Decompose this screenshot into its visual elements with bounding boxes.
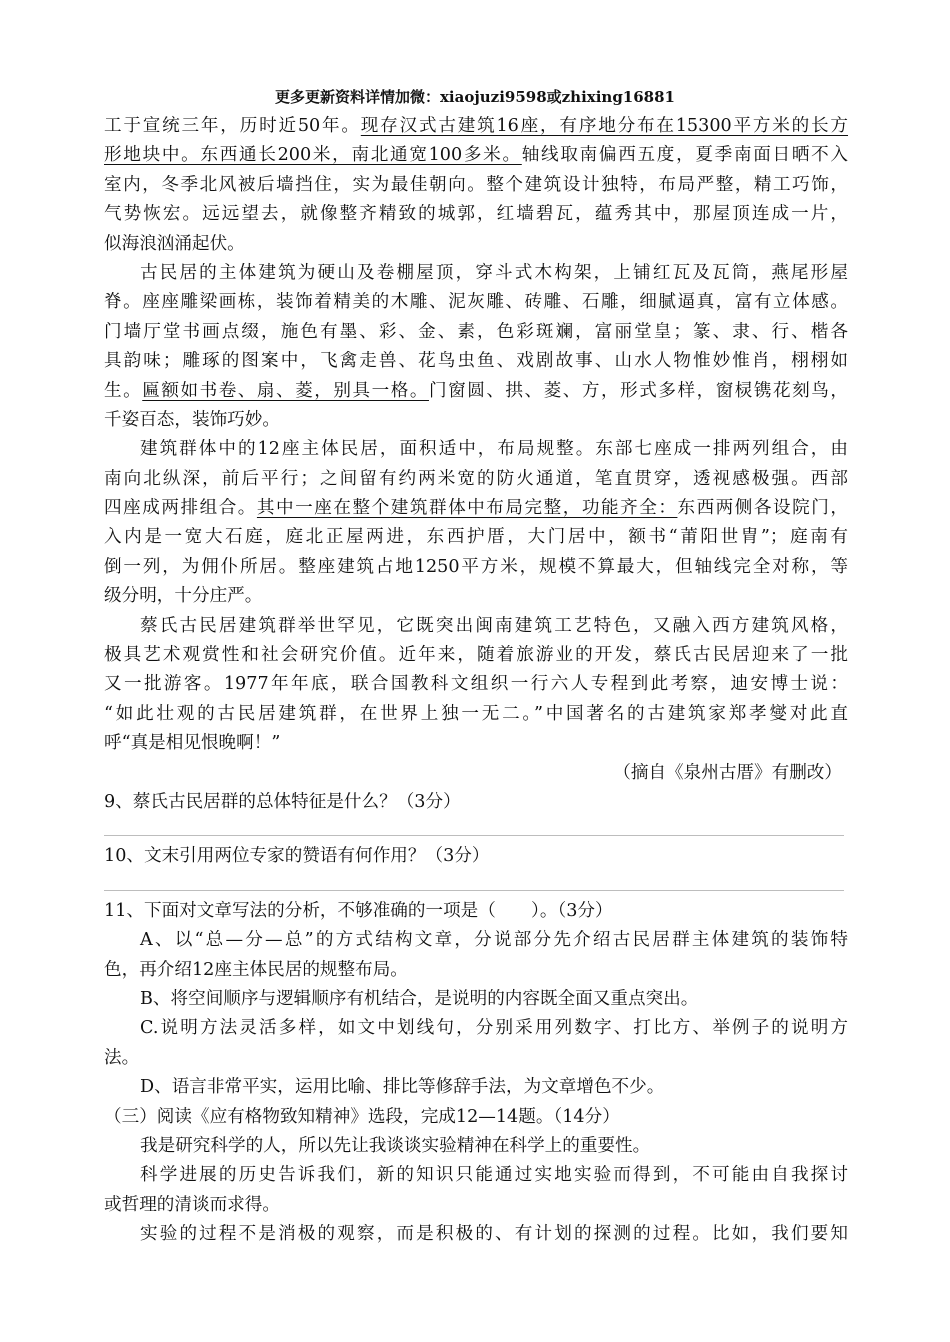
text-line: [104, 377, 848, 406]
option-a: A、以“总—分—总”的方式结构文章，分说部分先介绍古民居群主体建筑的装饰特: [140, 930, 848, 951]
answer-line[interactable]: [104, 872, 844, 891]
option-a-cont: 色，再介绍12座主体民居的规整布局。: [104, 959, 408, 980]
text-segment: 四座成两排组合。: [104, 498, 257, 519]
text-line: 入内是一宽大石庭，庭北正屋两进，东西护厝，大门居中，额书“莆阳世胄”；庭南有: [104, 527, 848, 548]
text-line: 极具艺术观赏性和社会研究价值。近年来，随着旅游业的开发，蔡氏古民居迎来了一批: [104, 645, 848, 666]
text-segment: 生。: [104, 380, 143, 401]
text-line: 脊。座座雕梁画栋，装饰着精美的木雕、泥灰雕、砖雕、石雕，细腻逼真，富有立体感。: [104, 292, 848, 313]
text-line: [104, 141, 848, 170]
source-citation: （摘自《泉州古厝》有删改）: [613, 762, 842, 783]
answer-line[interactable]: [104, 817, 844, 836]
text-line: 我是研究科学的人，所以先让我谈谈实验精神在科学上的重要性。: [140, 1135, 651, 1156]
underlined-sentence: 其中一座在整个建筑群体中布局完整，功能齐全：: [256, 498, 678, 519]
underlined-sentence: 形地块中。东西通长200米，南北通宽100多米。: [104, 145, 522, 166]
text-line: 室内，冬季北风被后墙挡住，实为最佳朝向。整个建筑设计独特，布局严整，精工巧饰，: [104, 174, 848, 195]
text-line: 建筑群体中的12座主体民居，面积适中，布局规整。东部七座成一排两列组合，由: [140, 439, 848, 460]
option-b: B、将空间顺序与逻辑顺序有机结合，是说明的内容既全面又重点突出。: [140, 988, 699, 1009]
text-line: 实验的过程不是消极的观察，而是积极的、有计划的探测的过程。比如，我们要知: [140, 1224, 848, 1245]
text-segment: 东西两侧各设院门，: [677, 498, 848, 519]
article-body: [104, 112, 848, 1249]
question-10: 10、文末引用两位专家的赞语有何作用？（3分）: [104, 846, 490, 867]
question-11: 11、下面对文章写法的分析，不够准确的一项是（ ）。（3分）: [104, 900, 613, 921]
text-line: 呼“真是相见恨晚啊！”: [104, 733, 281, 754]
page-header: 更多更新资料详情加微：xiaojuzi9598或zhixing16881: [274, 88, 675, 106]
section-title: （三）阅读《应有格物致知精神》选段，完成12—14题。（14分）: [104, 1106, 620, 1127]
text-line: 蔡氏古民居建筑群举世罕见，它既突出闽南建筑工艺特色，又融入西方建筑风格，: [140, 615, 848, 636]
text-line: 科学进展的历史告诉我们，新的知识只能通过实地实验而得到，不可能由自我探讨: [140, 1165, 848, 1186]
text-segment: 工于宣统三年，历时近50年。: [104, 116, 361, 136]
underlined-sentence: 现存汉式古建筑16座，有序地分布在15300平方米的长方: [360, 116, 849, 136]
text-line: 具韵味；雕琢的图案中，飞禽走兽、花鸟虫鱼、戏剧故事、山水人物惟妙惟肖，栩栩如: [104, 351, 848, 372]
option-c-cont: 法。: [104, 1047, 140, 1068]
text-line: 古民居的主体建筑为硬山及卷棚屋顶，穿斗式木构架，上铺红瓦及瓦筒，燕尾形屋: [140, 262, 848, 283]
text-line: 门墙厅堂书画点缀，施色有墨、彩、金、素，色彩斑斓，富丽堂皇；篆、隶、行、楷各: [104, 321, 848, 342]
question-9: 9、蔡氏古民居群的总体特征是什么？（3分）: [104, 791, 461, 812]
text-line: 千姿百态，装饰巧妙。: [104, 409, 280, 430]
text-line: [104, 494, 848, 523]
text-line: “如此壮观的古民居建筑群，在世界上独一无二。”中国著名的古建筑家郑孝燮对此直: [104, 703, 848, 724]
text-line: 或哲理的清谈而求得。: [104, 1194, 280, 1215]
text-line: 倒一列，为佣仆所居。整座建筑占地1250平方米，规模不算最大，但轴线完全对称，等: [104, 556, 848, 577]
option-d: D、语言非常平实，运用比喻、排比等修辞手法，为文章增色不少。: [140, 1077, 665, 1098]
text-line: 南向北纵深，前后平行；之间留有约两米宽的防火通道，笔直贯穿，透视感极强。西部: [104, 468, 848, 489]
text-segment: 门窗圆、拱、菱、方，形式多样，窗棂镌花刻鸟，: [428, 380, 848, 401]
text-line: 气势恢宏。远远望去，就像整齐精致的城郭，红墙碧瓦，蕴秀其中，那屋顶连成一片，: [104, 204, 848, 225]
text-line: 级分明，十分庄严。: [104, 586, 263, 607]
text-line: [104, 112, 848, 141]
text-segment: 轴线取南偏西五度，夏季南面日晒不入: [521, 145, 848, 166]
text-line: 又一批游客。1977年年底，联合国教科文组织一行六人专程到此考察，迪安博士说：: [104, 674, 848, 695]
text-line: 似海浪汹涌起伏。: [104, 233, 245, 254]
option-c: C.说明方法灵活多样，如文中划线句，分别采用列数字、打比方、举例子的说明方: [140, 1018, 848, 1039]
underlined-sentence: 匾额如书卷、扇、菱，别具一格。: [142, 380, 429, 401]
